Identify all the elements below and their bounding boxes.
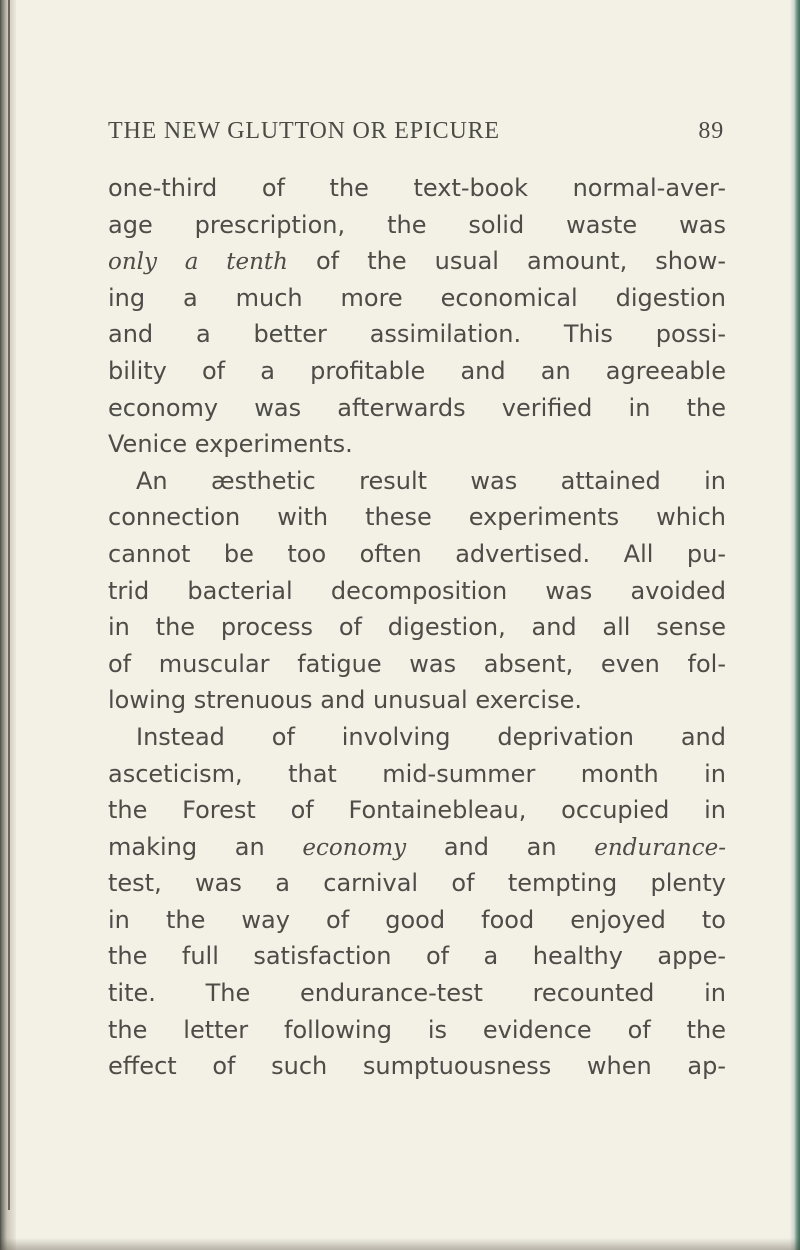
text-segment: of muscular fatigue was absent, even fol- bbox=[108, 649, 726, 678]
text-line bbox=[108, 609, 726, 646]
text-line bbox=[108, 646, 726, 683]
text-segment: asceticism, that mid-summer month in bbox=[108, 759, 726, 788]
text-line bbox=[108, 975, 726, 1012]
page-right-edge bbox=[790, 0, 800, 1250]
italic-phrase: economy bbox=[302, 834, 407, 861]
text-line bbox=[108, 463, 726, 500]
text-line bbox=[108, 316, 726, 353]
text-line bbox=[108, 499, 726, 536]
body-text bbox=[108, 170, 726, 1085]
text-segment: cannot be too often advertised. All pu- bbox=[108, 539, 726, 568]
text-segment: the letter following is evidence of the bbox=[108, 1015, 726, 1044]
text-line bbox=[108, 243, 726, 280]
text-segment: tite. The endurance-test recounted in bbox=[108, 979, 726, 1008]
text-line bbox=[108, 792, 726, 829]
text-segment: of the usual amount, show- bbox=[287, 247, 726, 276]
text-line bbox=[108, 902, 726, 939]
text-segment: trid bacterial decomposition was avoided bbox=[108, 576, 726, 605]
text-line bbox=[108, 280, 726, 317]
text-line bbox=[108, 170, 726, 207]
text-segment: in the process of digestion, and all sense bbox=[108, 613, 726, 642]
text-line bbox=[108, 1012, 726, 1049]
text-segment: and an bbox=[406, 832, 595, 861]
text-line bbox=[108, 426, 726, 463]
text-line bbox=[108, 536, 726, 573]
running-title: THE NEW GLUTTON OR EPICURE bbox=[108, 118, 500, 144]
text-line bbox=[108, 207, 726, 244]
text-line bbox=[108, 682, 726, 719]
text-segment: making an bbox=[108, 832, 303, 861]
text-segment: lowing strenuous and unusual exercise. bbox=[108, 686, 582, 715]
binding-rule-line bbox=[8, 0, 10, 1210]
italic-phrase: endurance- bbox=[594, 834, 726, 861]
text-segment: in the way of good food enjoyed to bbox=[108, 905, 726, 934]
text-line bbox=[108, 865, 726, 902]
text-segment: the Forest of Fontainebleau, occupied in bbox=[108, 796, 726, 825]
text-line bbox=[108, 938, 726, 975]
text-segment: test, was a carnival of tempting plenty bbox=[108, 869, 726, 898]
text-segment: effect of such sumptuousness when ap- bbox=[108, 1052, 726, 1081]
page-number: 89 bbox=[698, 118, 724, 144]
text-segment: connection with these experiments which bbox=[108, 503, 726, 532]
text-segment: age prescription, the solid waste was bbox=[108, 210, 726, 239]
text-segment: economy was afterwards verified in the bbox=[108, 393, 726, 422]
text-segment: and a better assimilation. This possi- bbox=[108, 320, 726, 349]
text-line bbox=[108, 756, 726, 793]
text-line bbox=[108, 1048, 726, 1085]
running-header bbox=[108, 118, 724, 152]
text-line bbox=[108, 353, 726, 390]
italic-phrase: only a tenth bbox=[108, 249, 288, 276]
text-segment: Instead of involving deprivation and bbox=[136, 722, 726, 751]
text-segment: Venice experiments. bbox=[108, 430, 353, 459]
text-segment: one-third of the text-book normal-aver- bbox=[108, 174, 726, 202]
text-segment: An æsthetic result was attained in bbox=[136, 466, 726, 495]
text-segment: ing a much more economical digestion bbox=[108, 283, 726, 312]
text-segment: the full satisfaction of a healthy appe- bbox=[108, 942, 726, 971]
page-bottom-shadow bbox=[0, 1238, 800, 1250]
text-line bbox=[108, 390, 726, 427]
text-line bbox=[108, 719, 726, 756]
text-segment: bility of a profitable and an agreeable bbox=[108, 356, 726, 385]
text-line bbox=[108, 829, 726, 866]
text-line bbox=[108, 573, 726, 610]
